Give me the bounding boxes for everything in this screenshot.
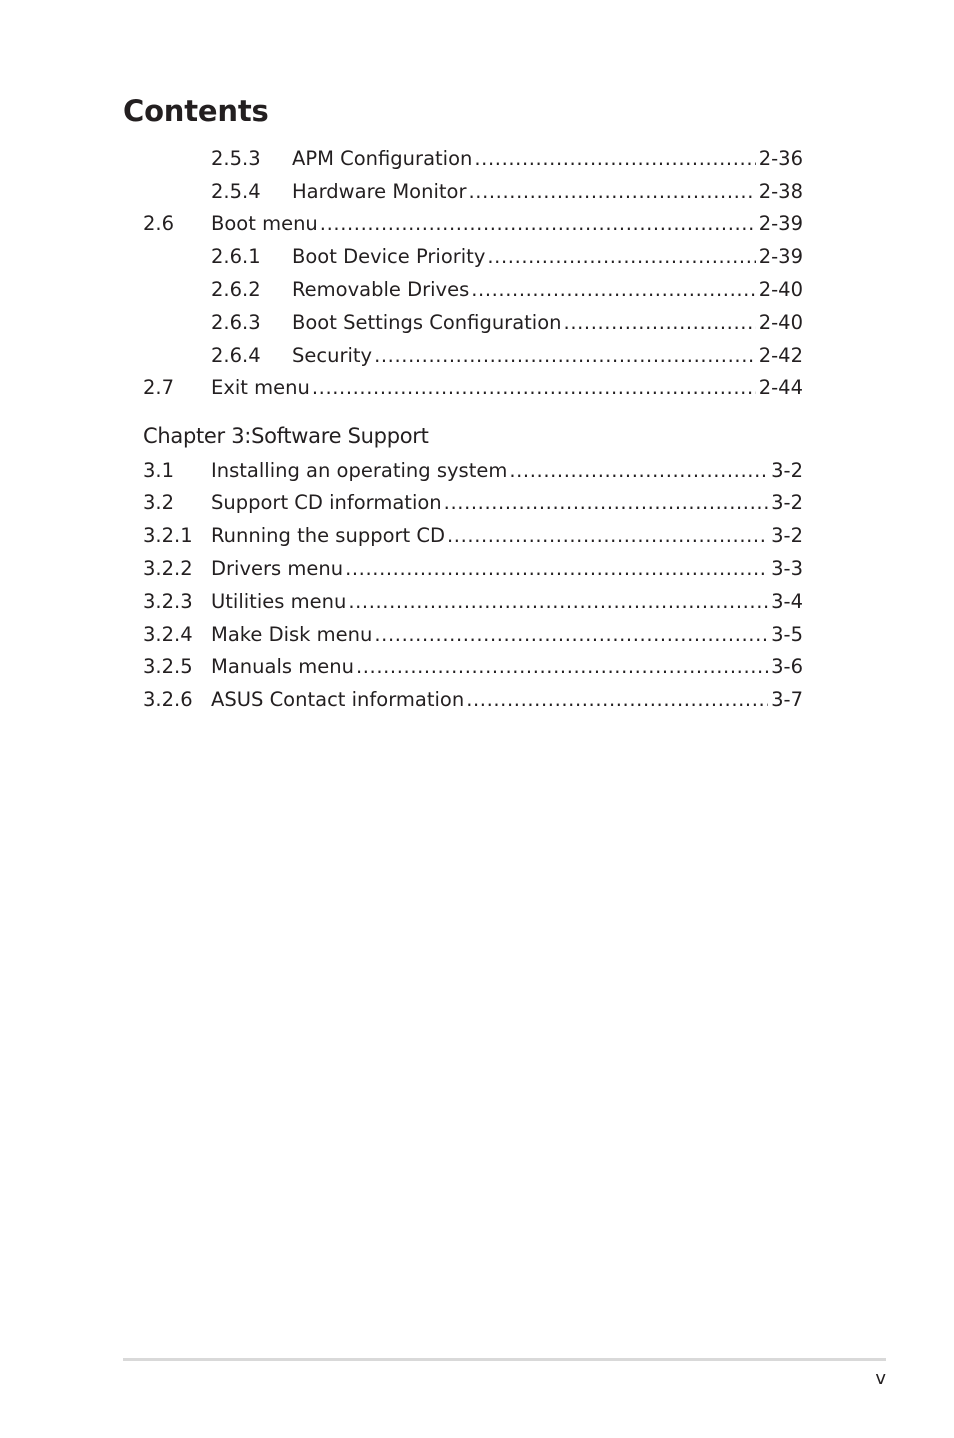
toc-entry-title: Drivers menu — [211, 557, 344, 580]
toc-entry[interactable] — [0, 489, 954, 517]
toc-dot-leader — [374, 342, 756, 370]
toc-entry-title: Manuals menu — [211, 655, 354, 678]
toc-dot-leader — [374, 621, 768, 649]
page-title: Contents — [123, 94, 269, 128]
toc-entry-number: 2.6.2 — [211, 278, 261, 301]
toc-entry[interactable] — [0, 243, 954, 271]
toc-entry[interactable] — [0, 457, 954, 485]
toc-dot-leader — [348, 588, 768, 616]
toc-entry-title: Running the support CD — [211, 524, 445, 547]
toc-entry-page: 2-39 — [758, 245, 803, 268]
toc-dot-leader — [444, 489, 768, 517]
toc-dot-leader — [356, 653, 768, 681]
toc-dot-leader — [320, 210, 756, 238]
toc-entry-number: 3.2.3 — [143, 590, 193, 613]
toc-entry-page: 3-4 — [771, 590, 803, 613]
toc-dot-leader — [447, 522, 768, 550]
toc-entry-page: 2-39 — [758, 212, 803, 235]
toc-dot-leader — [474, 145, 755, 173]
toc-entry[interactable] — [0, 145, 954, 173]
toc-entry[interactable] — [0, 621, 954, 649]
toc-entry-title: Exit menu — [211, 376, 310, 399]
toc-entry-title: Installing an operating system — [211, 459, 508, 482]
toc-entry[interactable] — [0, 210, 954, 238]
toc-entry-page: 2-40 — [758, 311, 803, 334]
toc-entry-number: 3.2.2 — [143, 557, 193, 580]
toc-entry-title: Boot Settings Configuration — [292, 311, 562, 334]
toc-entry-title: Removable Drives — [292, 278, 470, 301]
chapter-heading[interactable]: Chapter 3:Software Support — [143, 424, 429, 448]
toc-entry[interactable] — [0, 374, 954, 402]
toc-entry-number: 3.1 — [143, 459, 175, 482]
toc-dot-leader — [468, 178, 755, 206]
toc-entry[interactable] — [0, 342, 954, 370]
toc-dot-leader — [312, 374, 756, 402]
toc-entry-page: 3-7 — [771, 688, 803, 711]
toc-entry-page: 3-2 — [771, 524, 803, 547]
toc-entry-number: 2.6 — [143, 212, 175, 235]
toc-entry-title: Make Disk menu — [211, 623, 373, 646]
toc-entry-number: 3.2 — [143, 491, 175, 514]
toc-entry-title: Support CD information — [211, 491, 442, 514]
toc-entry-title: Hardware Monitor — [292, 180, 467, 203]
page-number: v — [875, 1368, 886, 1389]
toc-entry[interactable] — [0, 588, 954, 616]
toc-entry-number: 2.6.4 — [211, 344, 261, 367]
toc-entry-number: 3.2.1 — [143, 524, 193, 547]
toc-entry-number: 2.7 — [143, 376, 175, 399]
toc-entry-number: 3.2.5 — [143, 655, 193, 678]
toc-dot-leader — [471, 276, 756, 304]
toc-entry-title: Boot menu — [211, 212, 318, 235]
toc-entry-page: 2-42 — [758, 344, 803, 367]
toc-entry[interactable] — [0, 555, 954, 583]
toc-entry-page: 3-6 — [771, 655, 803, 678]
toc-entry[interactable] — [0, 276, 954, 304]
toc-entry[interactable] — [0, 522, 954, 550]
toc-entry-page: 3-2 — [771, 491, 803, 514]
toc-entry-page: 2-36 — [758, 147, 803, 170]
toc-entry-title: APM Configuration — [292, 147, 473, 170]
toc-dot-leader — [509, 457, 768, 485]
toc-entry-page: 2-44 — [758, 376, 803, 399]
toc-entry-title: Utilities menu — [211, 590, 347, 613]
footer-divider — [123, 1358, 886, 1361]
toc-entry[interactable] — [0, 178, 954, 206]
toc-dot-leader — [345, 555, 768, 583]
toc-entry-number: 2.6.1 — [211, 245, 261, 268]
toc-entry-title: Boot Device Priority — [292, 245, 486, 268]
toc-dot-leader — [564, 309, 756, 337]
toc-entry-page: 2-38 — [758, 180, 803, 203]
toc-dot-leader — [466, 686, 768, 714]
toc-entry-number: 2.5.4 — [211, 180, 261, 203]
toc-entry-page: 3-2 — [771, 459, 803, 482]
toc-entry[interactable] — [0, 653, 954, 681]
toc-dot-leader — [487, 243, 755, 271]
toc-entry-title: ASUS Contact information — [211, 688, 465, 711]
toc-entry-number: 2.5.3 — [211, 147, 261, 170]
toc-entry-page: 3-3 — [771, 557, 803, 580]
toc-entry-number: 3.2.4 — [143, 623, 193, 646]
toc-entry-number: 2.6.3 — [211, 311, 261, 334]
toc-entry[interactable] — [0, 309, 954, 337]
toc-entry[interactable] — [0, 686, 954, 714]
toc-entry-title: Security — [292, 344, 373, 367]
toc-entry-page: 3-5 — [771, 623, 803, 646]
toc-entry-number: 3.2.6 — [143, 688, 193, 711]
toc-entry-page: 2-40 — [758, 278, 803, 301]
